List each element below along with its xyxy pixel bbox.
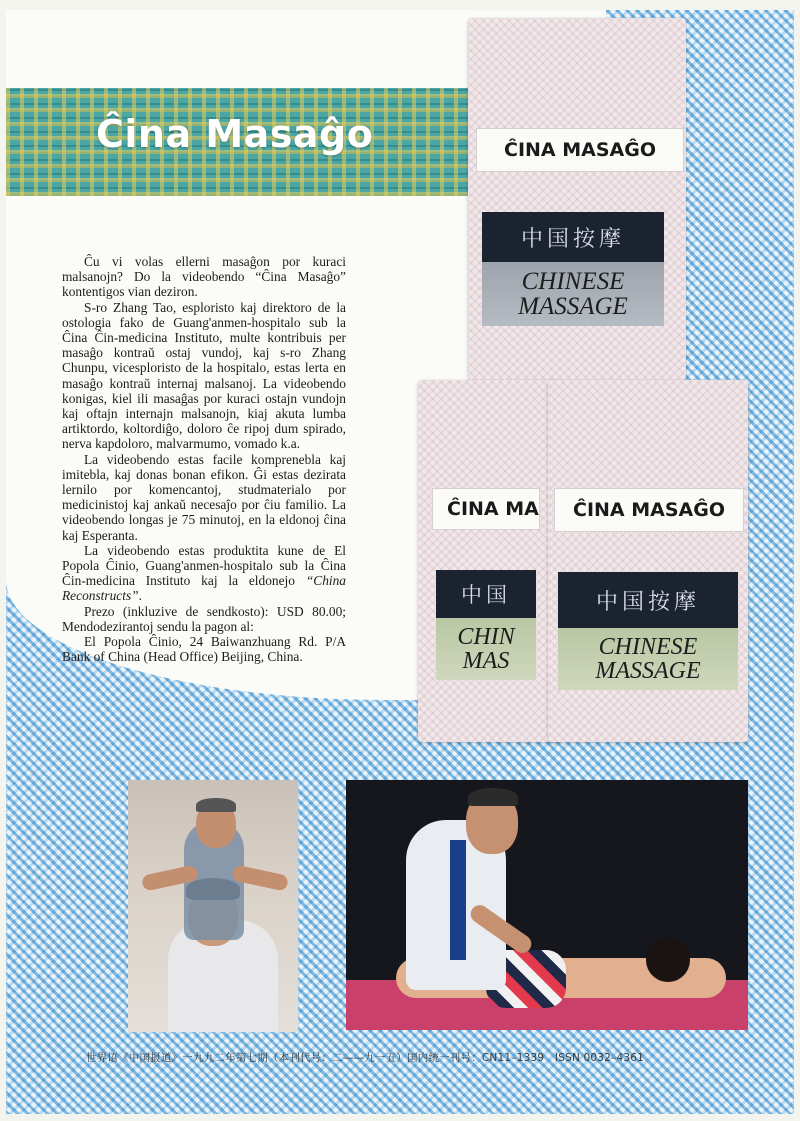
video-box-back-label: ĈINA MA <box>432 488 540 530</box>
video-box-front-english-line1: CHINESE <box>598 634 698 660</box>
video-box-top-chinese: 中国按摩 <box>482 212 664 262</box>
video-box-top-english-line2: MASSAGE <box>518 293 628 320</box>
article-paragraph: S-ro Zhang Tao, esploristo kaj direktoro de la ostologia fako de Guang'anmen-hospitalo sub la Ĉina Ĉin-medicina Instituto, multe kontribuis per masaĝo kontraŭ ostaj vundoj, kaj s-ro Zhang Chunpu, vicesploristo de la hospitalo, estas lerta en masaĝo kontraŭ internaj malsanoj. La videobendo konigas, kiel ili masaĝas por kuraci ostajn vundojn kaj oftajn internajn malsanojn, kiaj akuta lumba artiktordo, koltordiĝo, doloro ĉe ripoj dum spirado, nerva kapdoloro, malvarmumo, vomado k.a. <box>62 299 346 452</box>
article-body <box>62 254 346 664</box>
article-paragraph: El Popola Ĉinio, 24 Baiwanzhuang Rd. P/A Bank of China (Head Office) Beijing, China. <box>62 634 346 665</box>
video-box-top-label: ĈINA MASAĜO <box>476 128 684 172</box>
page-title: Ĉina Masaĝo <box>96 112 374 156</box>
article-paragraph: Ĉu vi volas ellerni masaĝon por kuraci malsanojn? Do la videobendo “Ĉina Masaĝo” kontentigos vian deziron. <box>62 254 346 300</box>
video-box-back-english <box>436 618 536 680</box>
article-paragraph: La videobendo estas facile komprenebla kaj imitebla, kaj donas bonan efikon. Ĝi estas dezirata lernilo por komencantoj, studmaterialo por medicinistoj kaj ankaŭ necesaĵo por ĉiu familio. La videobendo longas je 75 minutoj, en la eldonoj ĉina kaj Esperanta. <box>62 451 346 543</box>
video-box-top-english <box>482 262 664 326</box>
video-box-back-chinese: 中国 <box>436 570 536 618</box>
photo-back-massage <box>346 780 748 1030</box>
article-italic-title: “China Reconstructs” <box>62 573 346 604</box>
publication-info: 世界语《中国报道》一九九二年第七期（本刊代号：二——九一五）国内统一刊号：CN11–1339 ISSN 0032–4361 <box>86 1052 645 1064</box>
video-box-front-chinese: 中国按摩 <box>558 572 738 628</box>
photo-head-massage <box>128 780 298 1032</box>
article-paragraph: Prezo (inkluzive de sendkosto): USD 80.00; Mendodezirantoj sendu la pagon al: <box>62 603 346 634</box>
article-paragraph-text: La videobendo estas produktita kune de El Popola Ĉinio, Guang'anmen-hospitalo sub la Ĉina Ĉin-medicina Instituto kaj la eldonejo <box>62 542 346 589</box>
article-paragraph-end: . <box>138 588 142 604</box>
article-paragraph <box>62 543 346 604</box>
video-box-back-english-line1: CHIN <box>457 624 515 650</box>
video-box-top-english-line1: CHINESE <box>521 268 625 295</box>
video-box-back <box>418 380 558 742</box>
video-box-front-english <box>558 628 738 690</box>
video-box-front-english-line2: MASSAGE <box>595 658 701 684</box>
video-box-back-english-line2: MAS <box>462 648 510 674</box>
video-box-front-label: ĈINA MASAĜO <box>554 488 744 532</box>
